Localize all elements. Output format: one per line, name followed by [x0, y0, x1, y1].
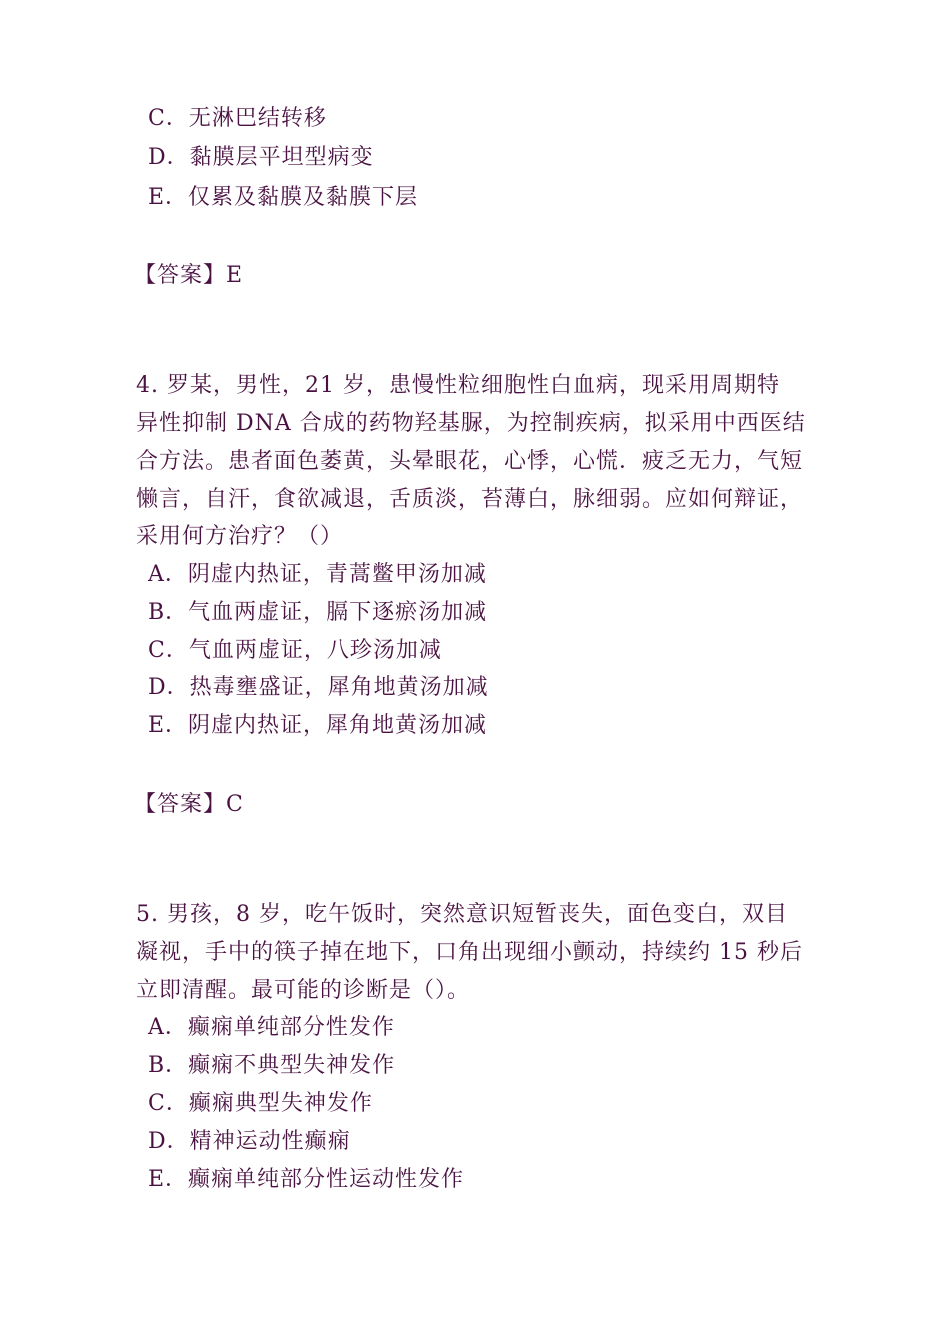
option-d: D．黏膜层平坦型病变 — [148, 145, 374, 170]
option-d: D．精神运动性癫痫 — [148, 1129, 351, 1154]
question-stem-line: 异性抑制 DNA 合成的药物羟基脲，为控制疾病，拟采用中西医结 — [136, 411, 806, 436]
option-b: B．癫痫不典型失神发作 — [148, 1053, 396, 1078]
option-d: D．热毒壅盛证，犀角地黄汤加减 — [148, 675, 489, 700]
answer: 【答案】E — [134, 263, 244, 288]
option-b: B．气血两虚证，膈下逐瘀汤加减 — [148, 600, 488, 625]
option-e: E．阴虚内热证，犀角地黄汤加减 — [148, 713, 488, 738]
option-c: C．气血两虚证，八珍汤加减 — [148, 638, 442, 663]
question-stem-line: 采用何方治疗？（） — [136, 524, 344, 549]
answer: 【答案】C — [134, 792, 244, 817]
option-a: A．癫痫单纯部分性发作 — [148, 1015, 395, 1040]
question-stem-line: 懒言，自汗，食欲减退，舌质淡，苔薄白，脉细弱。应如何辩证， — [136, 487, 804, 512]
option-e: E．仅累及黏膜及黏膜下层 — [148, 185, 419, 210]
question-stem-line: 5. 男孩，8 岁，吃午饭时，突然意识短暂丧失，面色变白，双目 — [136, 902, 788, 927]
option-a: A．阴虚内热证，青蒿鳖甲汤加减 — [148, 562, 487, 587]
option-e: E．癫痫单纯部分性运动性发作 — [148, 1167, 465, 1192]
question-stem-line: 4. 罗某，男性，21 岁，患慢性粒细胞性白血病，现采用周期特 — [136, 373, 780, 398]
question-stem-line: 合方法。患者面色萎黄，头晕眼花，心悸，心慌．疲乏无力，气短 — [136, 449, 804, 474]
option-c: C．无淋巴结转移 — [148, 106, 327, 131]
option-c: C．癫痫典型失神发作 — [148, 1091, 373, 1116]
question-stem-line: 立即清醒。最可能的诊断是（）。 — [136, 978, 471, 1003]
question-stem-line: 凝视，手中的筷子掉在地下，口角出现细小颤动，持续约 15 秒后 — [136, 940, 803, 965]
